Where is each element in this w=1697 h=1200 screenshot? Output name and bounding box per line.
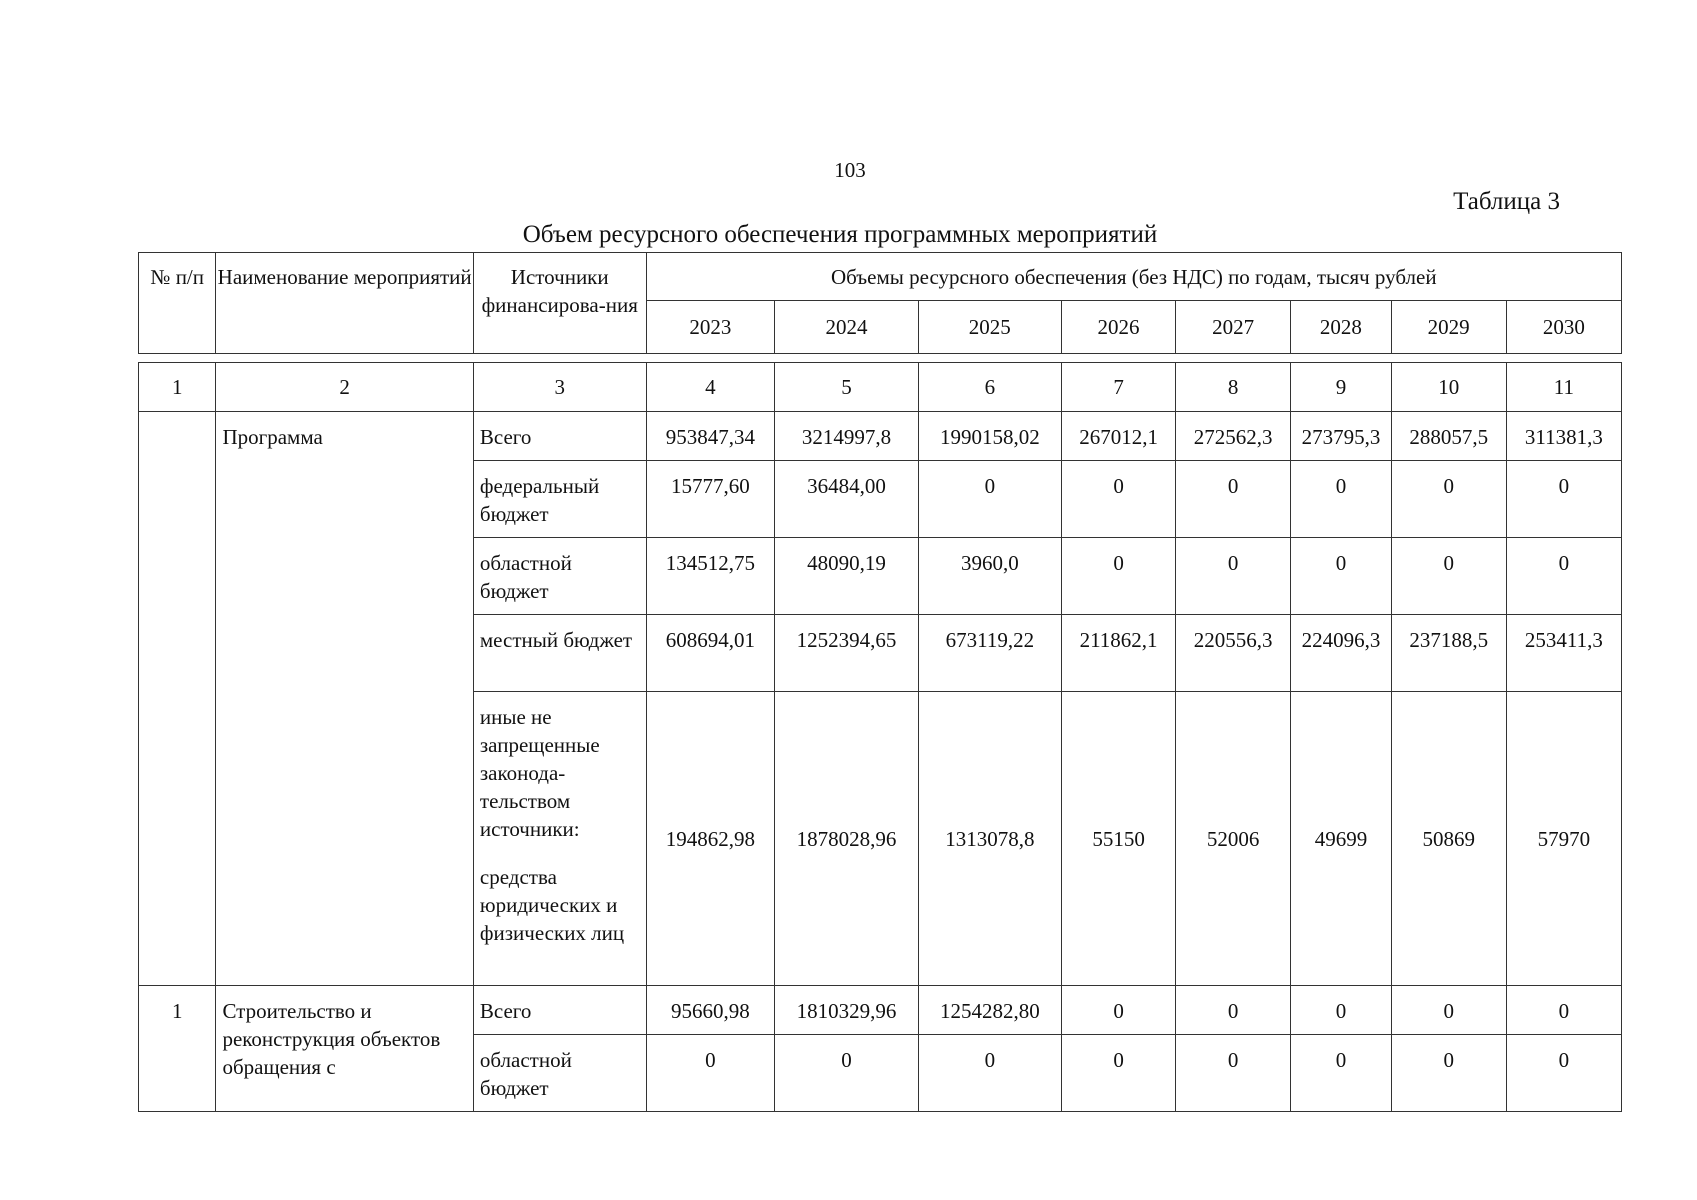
value-cell: 211862,1	[1062, 615, 1176, 692]
value-cell: 0	[1291, 461, 1391, 538]
header-year: 2025	[918, 301, 1061, 354]
value-cell: 608694,01	[646, 615, 775, 692]
funding-source: Всего	[473, 412, 646, 461]
header-year: 2028	[1291, 301, 1391, 354]
header-year: 2029	[1391, 301, 1506, 354]
row-number	[139, 412, 216, 986]
column-number: 11	[1506, 363, 1621, 412]
value-cell: 0	[1291, 1035, 1391, 1112]
column-number: 8	[1176, 363, 1291, 412]
value-cell: 953847,34	[646, 412, 775, 461]
table-label: Таблица 3	[1453, 188, 1560, 215]
column-number: 6	[918, 363, 1061, 412]
value-cell: 0	[918, 461, 1061, 538]
value-cell: 0	[1506, 461, 1621, 538]
value-cell: 224096,3	[1291, 615, 1391, 692]
value-cell: 0	[1176, 1035, 1291, 1112]
measure-name: Строительство и реконструкция объектов обращения с	[216, 986, 473, 1112]
value-cell: 272562,3	[1176, 412, 1291, 461]
value-cell: 0	[1062, 1035, 1176, 1112]
value-cell: 36484,00	[775, 461, 918, 538]
value-cell: 0	[1391, 986, 1506, 1035]
value-cell: 1810329,96	[775, 986, 918, 1035]
value-cell: 0	[1062, 538, 1176, 615]
column-number: 1	[139, 363, 216, 412]
table-row	[139, 986, 1622, 1035]
value-cell: 0	[1391, 461, 1506, 538]
value-cell: 15777,60	[646, 461, 775, 538]
value-cell: 0	[1391, 538, 1506, 615]
value-cell: 311381,3	[1506, 412, 1621, 461]
document-title: Объем ресурсного обеспечения программных мероприятий	[522, 221, 1158, 248]
value-cell: 267012,1	[1062, 412, 1176, 461]
value-cell: 52006	[1176, 692, 1291, 986]
value-cell: 0	[1291, 986, 1391, 1035]
value-cell: 0	[1062, 461, 1176, 538]
column-number: 10	[1391, 363, 1506, 412]
funding-source: Всего	[473, 986, 646, 1035]
value-cell: 273795,3	[1291, 412, 1391, 461]
value-cell: 49699	[1291, 692, 1391, 986]
header-year: 2023	[646, 301, 775, 354]
value-cell: 0	[1291, 538, 1391, 615]
value-cell: 0	[1391, 1035, 1506, 1112]
data-table	[138, 362, 1622, 1112]
value-cell: 0	[1506, 538, 1621, 615]
value-cell: 0	[1176, 461, 1291, 538]
value-cell: 50869	[1391, 692, 1506, 986]
funding-source-sub: средства юридических и физических лиц	[479, 865, 625, 945]
column-number: 7	[1062, 363, 1176, 412]
header-col-name: Наименование мероприятий	[216, 253, 473, 354]
value-cell: 134512,75	[646, 538, 775, 615]
value-cell: 253411,3	[1506, 615, 1621, 692]
header-col-volumes: Объемы ресурсного обеспечения (без НДС) по годам, тысяч рублей	[646, 253, 1621, 301]
column-number: 9	[1291, 363, 1391, 412]
value-cell: 1313078,8	[918, 692, 1061, 986]
column-number: 3	[473, 363, 646, 412]
value-cell: 1878028,96	[775, 692, 918, 986]
value-cell: 48090,19	[775, 538, 918, 615]
table-row	[139, 412, 1622, 461]
header-year: 2024	[775, 301, 918, 354]
value-cell: 1252394,65	[775, 615, 918, 692]
funding-source	[473, 692, 646, 986]
value-cell: 55150	[1062, 692, 1176, 986]
value-cell: 0	[646, 1035, 775, 1112]
header-col-no: № п/п	[139, 253, 216, 354]
header-year: 2026	[1061, 301, 1175, 354]
column-number: 2	[216, 363, 473, 412]
header-year: 2030	[1506, 301, 1621, 354]
funding-source: областной бюджет	[473, 1035, 646, 1112]
value-cell: 0	[1062, 986, 1176, 1035]
column-number: 5	[775, 363, 918, 412]
value-cell: 1254282,80	[918, 986, 1061, 1035]
value-cell: 0	[1176, 986, 1291, 1035]
column-number: 4	[646, 363, 775, 412]
measure-name: Программа	[216, 412, 473, 986]
value-cell: 194862,98	[646, 692, 775, 986]
page-number: 103	[834, 158, 866, 182]
value-cell: 0	[775, 1035, 918, 1112]
value-cell: 0	[1176, 538, 1291, 615]
value-cell: 3214997,8	[775, 412, 918, 461]
value-cell: 3960,0	[918, 538, 1061, 615]
funding-source-other: иные не запрещенные законода-тельством источники:	[479, 705, 600, 841]
value-cell: 57970	[1506, 692, 1621, 986]
value-cell: 95660,98	[646, 986, 775, 1035]
value-cell: 0	[918, 1035, 1061, 1112]
value-cell: 0	[1506, 1035, 1621, 1112]
header-col-source: Источники финансирова-ния	[473, 253, 646, 354]
row-number: 1	[139, 986, 216, 1112]
funding-source: федеральный бюджет	[473, 461, 646, 538]
column-number-row	[139, 363, 1622, 412]
value-cell: 0	[1506, 986, 1621, 1035]
funding-source: местный бюджет	[473, 615, 646, 692]
funding-source: областной бюджет	[473, 538, 646, 615]
header-table	[138, 252, 1622, 354]
value-cell: 220556,3	[1176, 615, 1291, 692]
value-cell: 237188,5	[1391, 615, 1506, 692]
header-year: 2027	[1176, 301, 1291, 354]
value-cell: 288057,5	[1391, 412, 1506, 461]
value-cell: 1990158,02	[918, 412, 1061, 461]
value-cell: 673119,22	[918, 615, 1061, 692]
